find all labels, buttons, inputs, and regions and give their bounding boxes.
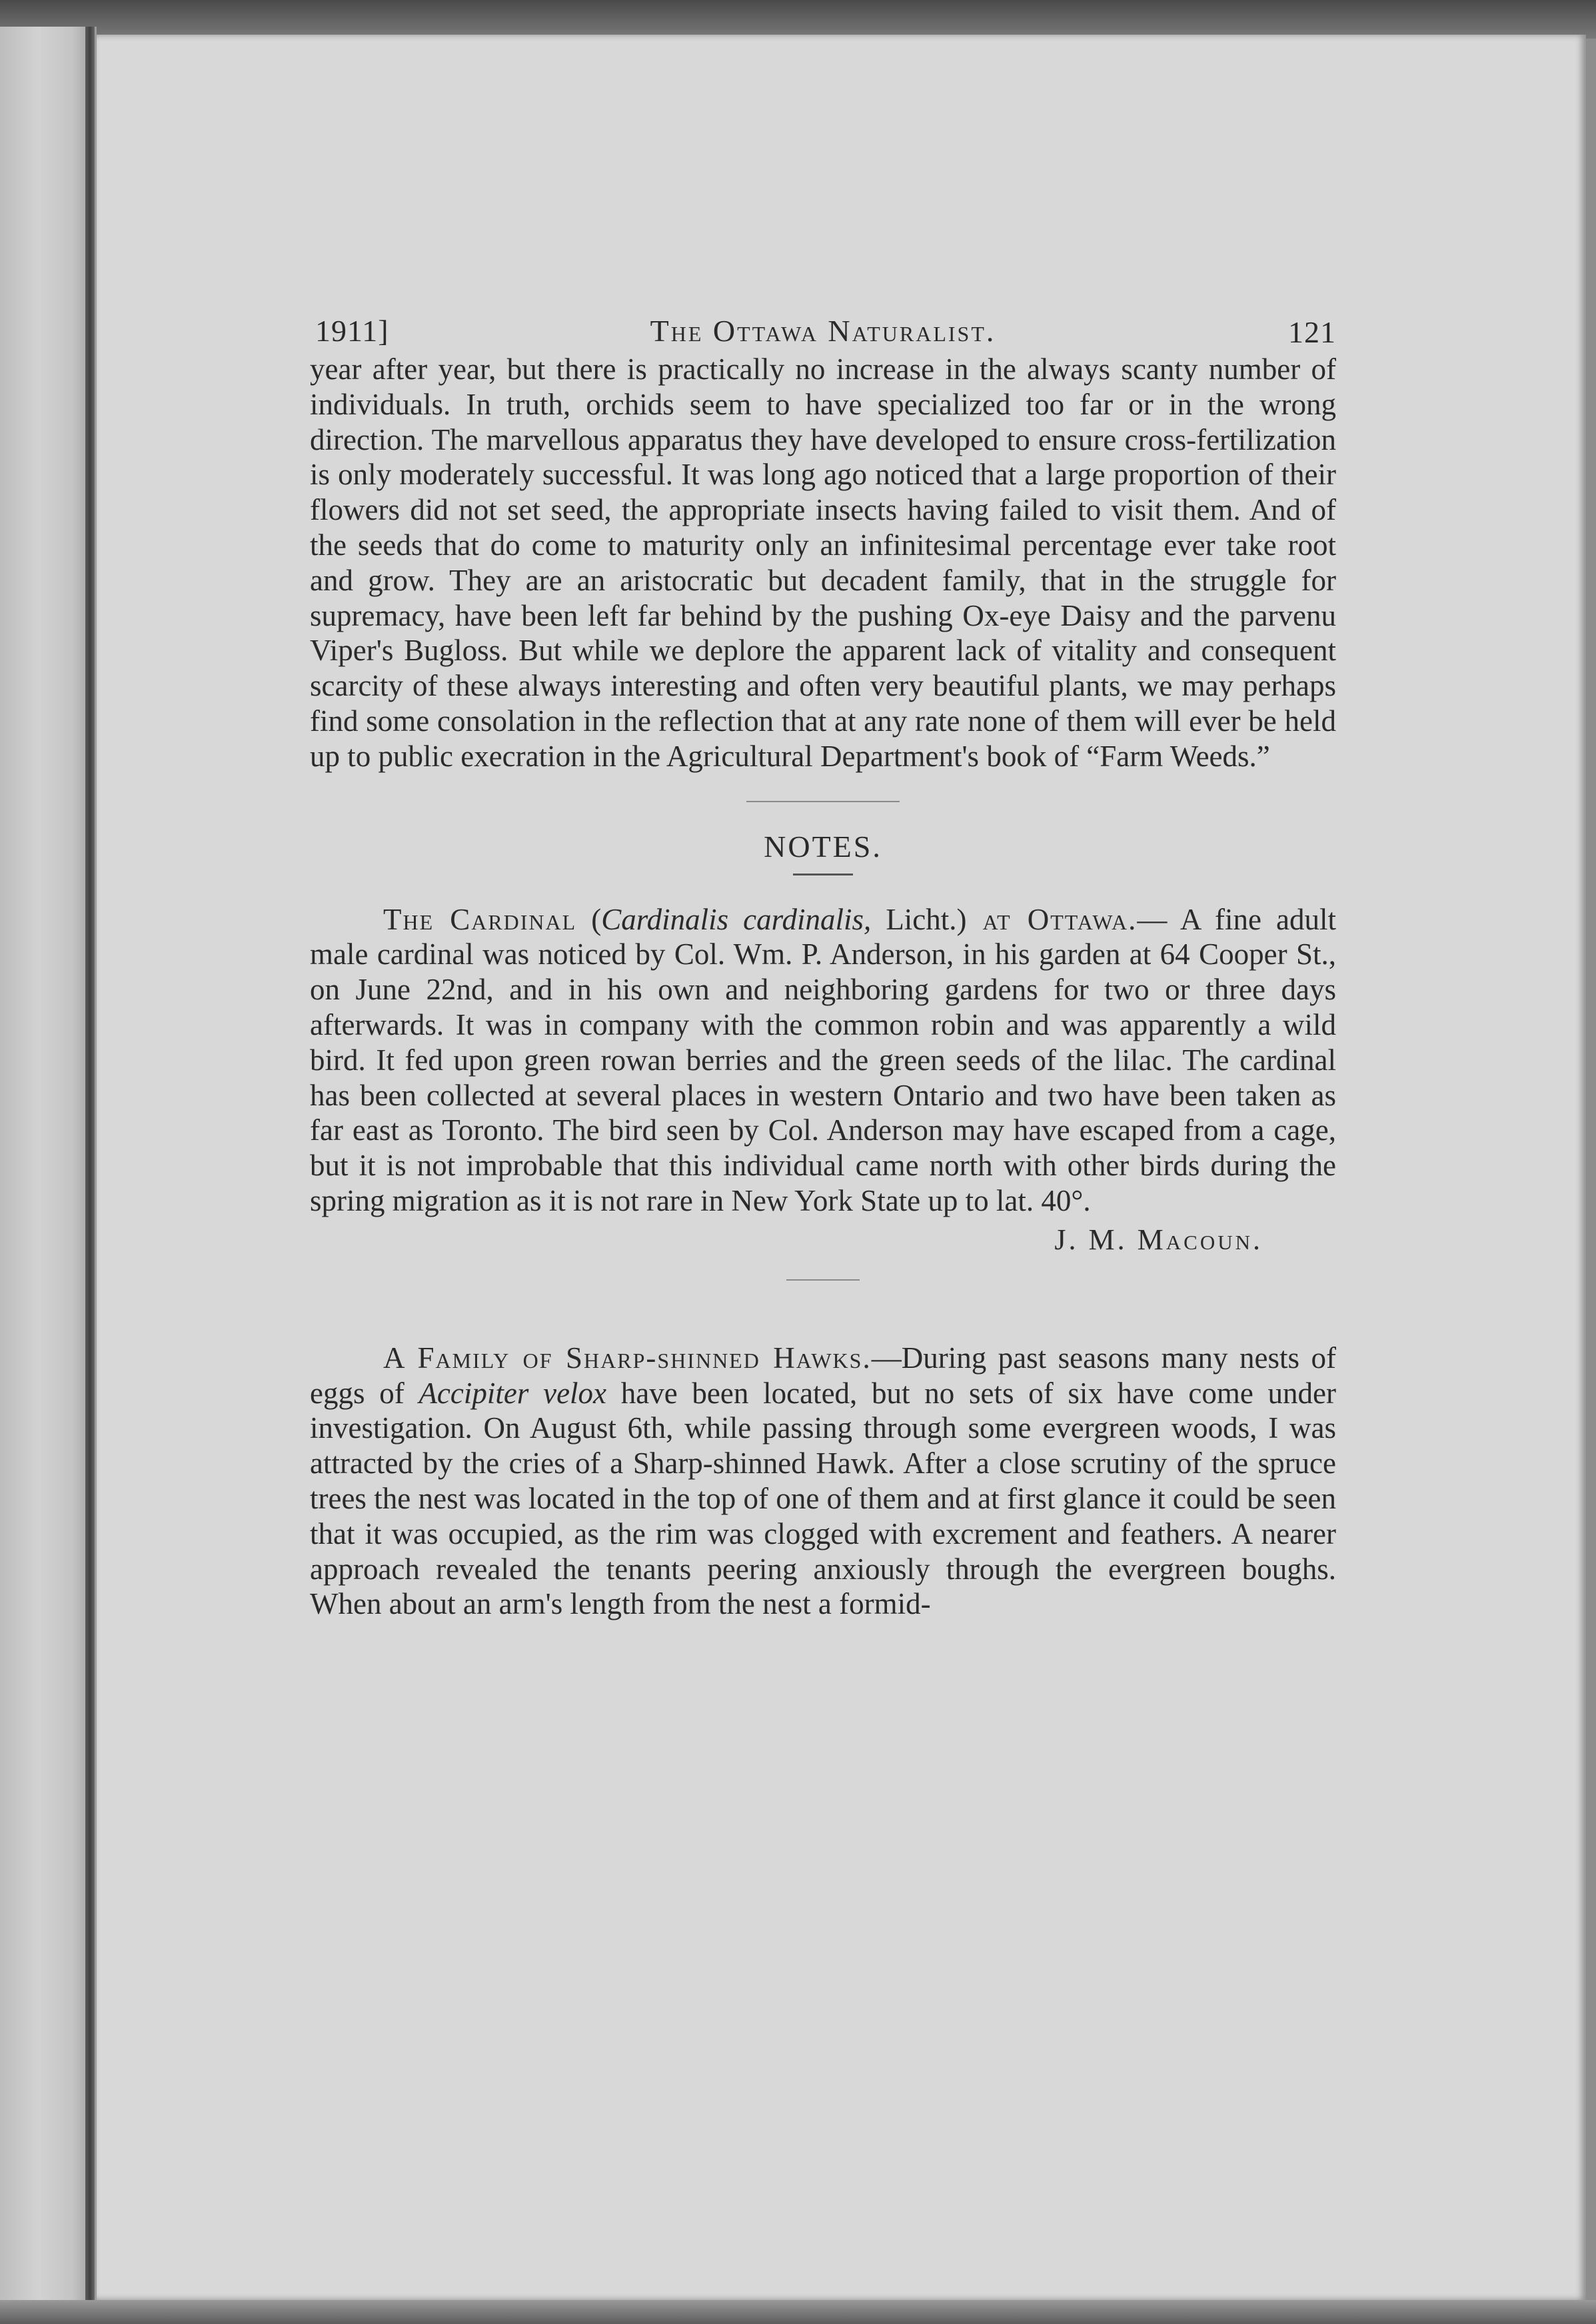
book-binding-gutter xyxy=(85,27,95,2305)
cardinal-note-title: The Cardinal xyxy=(383,902,577,936)
cardinal-authority: Licht.) xyxy=(871,902,967,936)
notes-heading: NOTES. xyxy=(764,829,882,864)
cardinal-species-name: Cardinalis cardinalis, xyxy=(601,902,872,936)
opening-paragraph: year after year, but there is practically no increase in the always scanty number of individuals. In truth, orchids seem to have specialized too far or in the wrong direction. The marvellous apparatus they have developed to ensure cross-fertilization is only moderately successful. It was long ago noticed that a large proportion of their flowers did not set seed, the appropriate insects having failed to visit them. And of the seeds that do come to maturity only an infinitesimal percentage ever take root and grow. They are an aristocratic but decadent family, that in the struggle for supremacy, have been left far behind by the pushing Ox-eye Daisy and the parvenu Viper's Bugloss. But while we deplore the apparent lack of vitality and consequent scarcity of these always interesting and often very beautiful plants, we may perhaps find some consolation in the reflection that at any rate none of them will ever be held up to public execration in the Agricultural Department's book of “Farm Weeds.” xyxy=(310,352,1336,773)
journal-title: The Ottawa Naturalist. xyxy=(650,314,996,348)
cardinal-note-dash: — xyxy=(1137,902,1168,936)
hawks-note-text-start: During past seasons many nests of eggs of xyxy=(310,1341,1336,1410)
hawks-note-title: A Family of Sharp-shinned Hawks. xyxy=(383,1341,872,1375)
cardinal-note xyxy=(310,902,1336,1219)
section-divider xyxy=(746,801,900,802)
cardinal-note-place: at Ottawa. xyxy=(966,902,1138,936)
cardinal-note-paren: ( xyxy=(576,902,602,936)
heading-underline xyxy=(793,873,853,875)
cardinal-note-signature: J. M. Macoun. xyxy=(1054,1223,1263,1256)
scanner-edge-bottom xyxy=(0,2300,1596,2324)
header-year: 1911] xyxy=(315,314,389,348)
running-header xyxy=(310,293,1336,349)
page-number: 121 xyxy=(1288,315,1336,349)
cardinal-note-text: A fine adult male cardinal was noticed by Col. Wm. P. Anderson, in his garden at 64 Cooper St., on June 22nd, and in his own and neighboring gardens for two or three days afterwards. It was in company with the common robin and was apparently a wild bird. It fed upon green rowan berries and the green seeds of the lilac. The cardinal has been collected at several places in western Ontario and two have been taken as far east as Toronto. The bird seen by Col. Anderson may have escaped from a cage, but it is not improbable that this individual came north with other birds during the spring migration as it is not rare in New York State up to lat. 40°. xyxy=(310,902,1336,1217)
page-content xyxy=(310,293,1336,1622)
hawks-note-dash: — xyxy=(871,1341,902,1375)
note-divider xyxy=(786,1279,860,1281)
hawk-species-name: Accipiter velox xyxy=(418,1376,607,1410)
scanner-edge-top xyxy=(0,0,1596,39)
hawks-note xyxy=(310,1341,1336,1622)
hawks-note-text-rest: have been located, but no sets of six have come under investigation. On August 6th, while passing through some evergreen woods, I was attracted by the cries of a Sharp-shinned Hawk. After a close scrutiny of the spruce trees the nest was located in the top of one of them and at first glance it could be seen that it was occupied, as the rim was clogged with excrement and feathers. A nearer approach revealed the tenants peering anxiously through the evergreen boughs. When about an arm's length from the nest a formid- xyxy=(310,1376,1336,1621)
facing-page-edge xyxy=(0,27,97,2305)
